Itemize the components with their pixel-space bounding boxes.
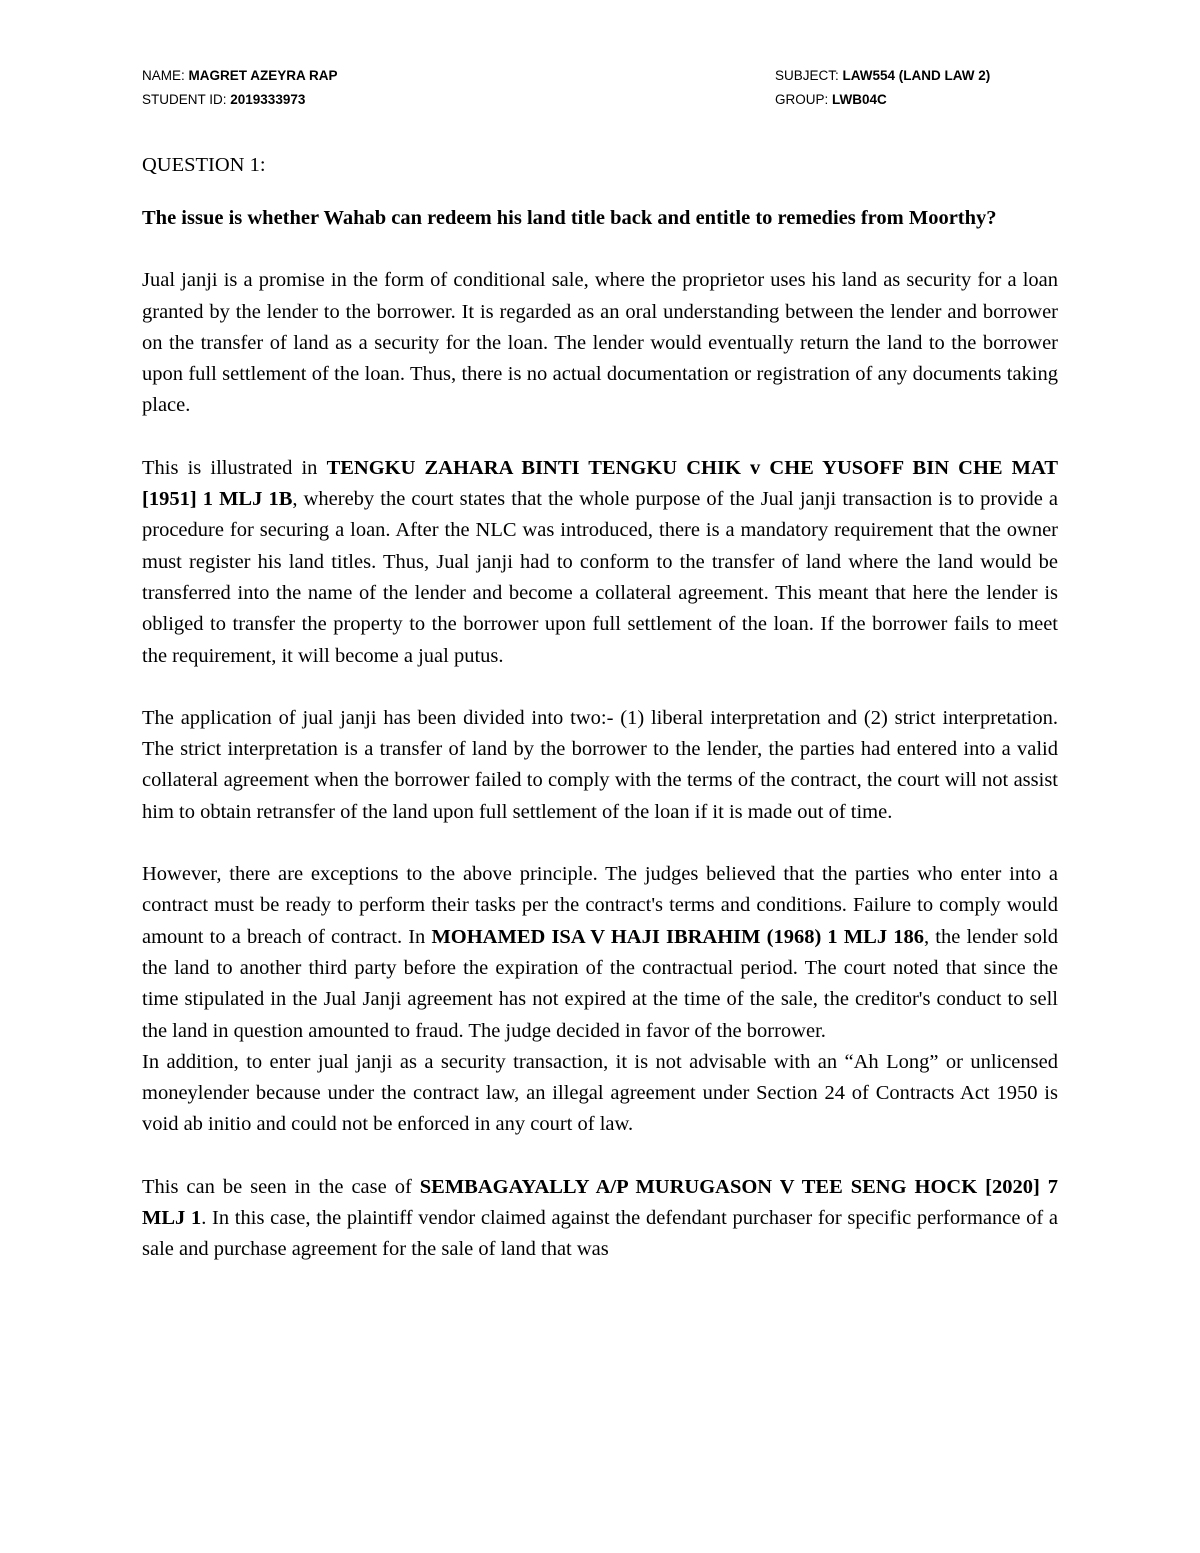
student-id-label: STUDENT ID: — [142, 92, 231, 107]
name-label: NAME: — [142, 68, 189, 83]
subject-label: SUBJECT: — [775, 68, 843, 83]
paragraph-interpretation: The application of jual janji has been divided into two:- (1) liberal interpretation and (2) strict interpretation. The strict interpretation is a transfer of land by the borrower to the lender, the parties had entered into a valid collateral agreement when the borrower failed to comply with the terms of the contract, the court will not assist him to obtain retransfer of the land upon full settlement of the loan if it is made out of time. — [142, 706, 1058, 823]
para2-lead: This is illustrated in — [142, 456, 327, 479]
para6-rest: . In this case, the plaintiff vendor claimed against the defendant purchaser for specific performance of a sale and purchase agreement for the sale of land that was — [142, 1207, 1058, 1261]
para4-lead: However, there are exceptions to the above principle. The judges believed that the parties who enter into a contract must be ready to perform their tasks per the contract's terms and conditions. Failure to comply would amount to a breach of contract. In — [142, 863, 1058, 948]
subject-field — [775, 64, 990, 88]
name-value: MAGRET AZEYRA RAP — [188, 68, 338, 83]
subject-value: LAW554 (LAND LAW 2) — [842, 68, 991, 83]
group-field — [775, 88, 887, 112]
group-label: GROUP: — [775, 92, 833, 107]
answer-body — [142, 203, 1058, 1266]
issue-statement: The issue is whether Wahab can redeem his land title back and entitle to remedies from Moorthy? — [142, 207, 997, 229]
question-title: QUESTION 1: — [142, 154, 266, 176]
paragraph-jual-janji-definition: Jual janji is a promise in the form of conditional sale, where the proprietor uses his land as security for a loan granted by the lender to the borrower. It is regarded as an oral understanding between the lender and borrower on the transfer of land as a security for the loan. The lender would eventually return the land to the borrower upon full settlement of the loan. Thus, there is no actual documentation or registration of any documents taking place. — [142, 269, 1058, 417]
paragraph-exceptions — [142, 859, 1058, 1047]
para2-rest: , whereby the court states that the whole purpose of the Jual janji transaction is to provide a procedure for securing a loan. After the NLC was introduced, there is a mandatory requirement that the owner must register his land titles. Thus, Jual janji had to conform to the transfer of land where the land would be transferred into the name of the lender and become a collateral agreement. This meant that here the lender is obliged to transfer the property to the borrower upon full settlement of the loan. If the borrower fails to meet the requirement, it will become a jual putus. — [142, 488, 1058, 667]
para4-rest: , the lender sold the land to another third party before the expiration of the contractual period. The court noted that since the time stipulated in the Jual Janji agreement has not expired at the time of the sale, the creditor's conduct to sell the land in question amounted to fraud. The judge decided in favor of the borrower. — [142, 925, 1058, 1042]
name-field — [142, 64, 338, 88]
student-id-value: 2019333973 — [230, 92, 306, 107]
header-block — [142, 64, 1058, 112]
group-value: LWB04C — [832, 92, 887, 107]
paragraph-sembagayally — [142, 1172, 1058, 1266]
student-id-field — [142, 88, 305, 112]
case-citation-mohamed-isa: MOHAMED ISA V HAJI IBRAHIM (1968) 1 MLJ 186 — [431, 925, 924, 948]
header-row-1 — [142, 64, 1058, 88]
case-citation-tengku-zahara: TENGKU ZAHARA BINTI TENGKU CHIK v CHE YUSOFF BIN CHE MAT [1951] 1 MLJ 1B — [142, 456, 1058, 511]
paragraph-tengku-zahara — [142, 453, 1058, 672]
header-row-2 — [142, 88, 1058, 112]
case-citation-sembagayally: SEMBAGAYALLY A/P MURUGASON V TEE SENG HOCK [2020] 7 MLJ 1 — [142, 1175, 1058, 1230]
paragraph-ah-long: In addition, to enter jual janji as a security transaction, it is not advisable with an “Ah Long” or unlicensed moneylender because under the contract law, an illegal agreement under Section 24 of Contracts Act 1950 is void ab initio and could not be enforced in any court of law. — [142, 1050, 1058, 1136]
para6-lead: This can be seen in the case of — [142, 1175, 420, 1198]
